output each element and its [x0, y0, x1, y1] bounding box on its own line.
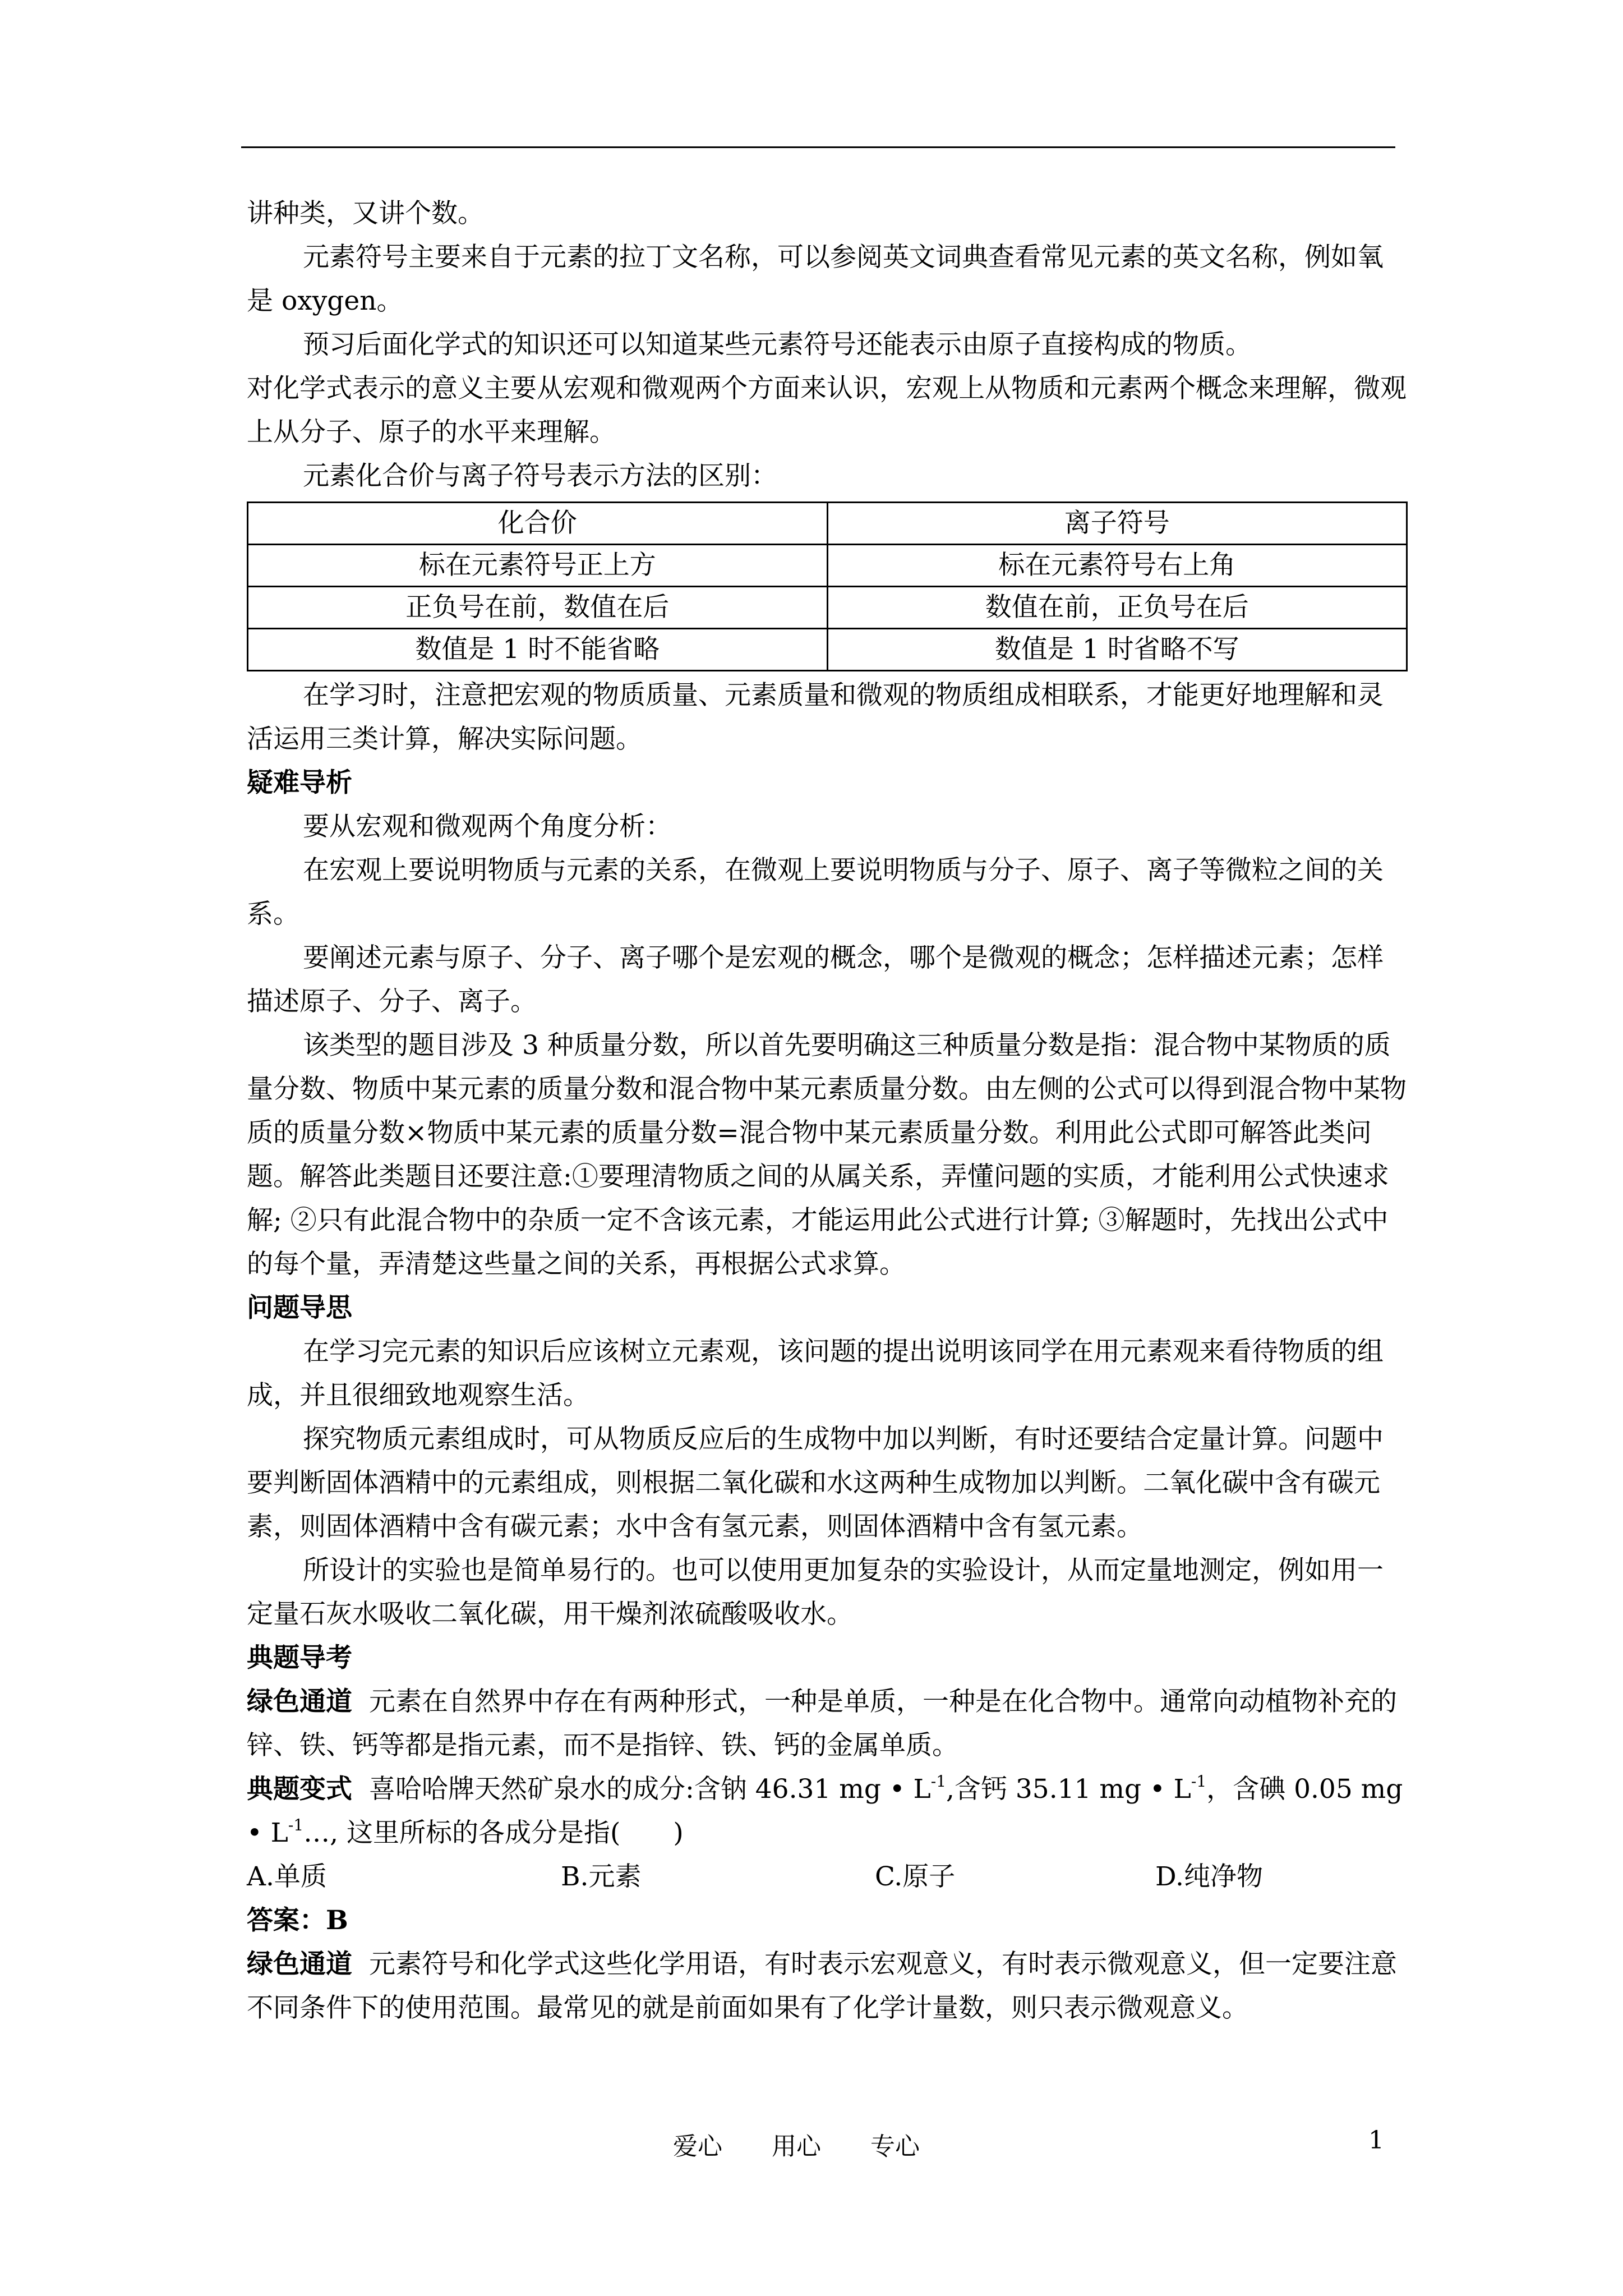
variant-text: …, 这里所标的各成分是指( ): [303, 1818, 684, 1848]
green-channel-label: 绿色通道: [247, 1686, 352, 1717]
option-a: A.单质: [247, 1861, 327, 1892]
green-channel-label: 绿色通道: [247, 1949, 352, 1980]
paragraph: 在宏观上要说明物质与元素的关系，在微观上要说明物质与分子、原子、离子等微粒之间的关系。: [247, 855, 1384, 930]
paragraph: 讲种类，又讲个数。: [247, 198, 484, 229]
table-row: [248, 545, 1407, 587]
section-heading: 问题导思: [247, 1292, 352, 1323]
table-cell: 标在元素符号正上方: [248, 545, 828, 587]
paragraph: 要阐述元素与原子、分子、离子哪个是宏观的概念，哪个是微观的概念；怎样描述元素；怎样描述原子、分子、离子。: [247, 942, 1384, 1017]
table-row: [248, 629, 1407, 671]
paragraph: 元素符号主要来自于元素的拉丁文名称，可以参阅英文词典查看常见元素的英文名称，例如氧是 oxygen。: [247, 242, 1384, 316]
green-channel-text: 元素在自然界中存在有两种形式，一种是单质，一种是在化合物中。通常向动植物补充的锌、铁、钙等都是指元素，而不是指锌、铁、钙的金属单质。: [247, 1686, 1397, 1761]
table-header-cell: 离子符号: [827, 503, 1407, 545]
table-header-cell: 化合价: [248, 503, 828, 545]
superscript: -1: [288, 1816, 304, 1834]
paragraph: 预习后面化学式的知识还可以知道某些元素符号还能表示由原子直接构成的物质。: [303, 329, 1252, 360]
paragraph: 对化学式表示的意义主要从宏观和微观两个方面来认识，宏观上从物质和元素两个概念来理解，微观上从分子、原子的水平来理解。: [247, 373, 1407, 448]
section-heading: 疑难导析: [247, 767, 352, 798]
paragraph: 元素化合价与离子符号表示方法的区别：: [303, 461, 777, 491]
superscript: -1: [930, 1772, 947, 1791]
option-d: D.纯净物: [1155, 1861, 1263, 1892]
answer: 答案：B: [247, 1905, 348, 1936]
paragraph: 在学习时，注意把宏观的物质质量、元素质量和微观的物质组成相联系，才能更好地理解和灵活运用三类计算，解决实际问题。: [247, 680, 1384, 754]
variant-label: 典题变式: [247, 1774, 352, 1805]
superscript: -1: [1191, 1772, 1207, 1791]
comparison-table: [247, 501, 1408, 671]
table-cell: 数值是 1 时不能省略: [248, 629, 828, 671]
paragraph: 要从宏观和微观两个角度分析：: [303, 811, 672, 842]
variant-text: ,含钙 35.11 mg • L: [946, 1774, 1191, 1805]
paragraph: 该类型的题目涉及 3 种质量分数，所以首先要明确这三种质量分数是指：混合物中某物质的质量分数、物质中某元素的质量分数和混合物中某元素质量分数。由左侧的公式可以得到混合物中某物质的质量分数×物质中某元素的质量分数=混合物中某元素质量分数。利用此公式即可解答此类问题。解答此类题目还要注意:①要理清物质之间的从属关系，弄懂问题的实质，才能利用公式快速求解; ②只有此混合物中的杂质一定不含该元素，才能运用此公式进行计算; ③解题时，先找出公式中的每个量，弄清楚这些量之间的关系，再根据公式求算。: [247, 1030, 1407, 1280]
paragraph: 所设计的实验也是简单易行的。也可以使用更加复杂的实验设计，从而定量地测定，例如用一定量石灰水吸收二氧化碳，用干燥剂浓硫酸吸收水。: [247, 1555, 1384, 1630]
green-channel-paragraph: [247, 1943, 1408, 2030]
table-cell: 标在元素符号右上角: [827, 545, 1407, 587]
option-c: C.原子: [875, 1861, 956, 1892]
table-header-row: [248, 503, 1407, 545]
section-heading: 典题导考: [247, 1642, 352, 1673]
page-body: [247, 192, 1408, 2030]
table-row: [248, 587, 1407, 629]
footer-motto: 爱心 用心 专心: [673, 2132, 920, 2161]
header-rule: [241, 146, 1395, 148]
variant-text: 喜哈哈牌天然矿泉水的成分:含钠 46.31 mg • L: [369, 1774, 931, 1805]
paragraph: 在学习完元素的知识后应该树立元素观，该问题的提出说明该同学在用元素观来看待物质的组成，并且很细致地观察生活。: [247, 1336, 1384, 1411]
green-channel-paragraph: [247, 1680, 1408, 1768]
option-b: B.元素: [561, 1861, 642, 1892]
variant-text: ，含碘 0.05 mg • L: [247, 1774, 1403, 1848]
table-cell: 正负号在前，数值在后: [248, 587, 828, 629]
page-number: 1: [1368, 2126, 1384, 2155]
variant-question: [247, 1768, 1408, 1855]
answer-options: [247, 1855, 1408, 1899]
table-cell: 数值在前，正负号在后: [827, 587, 1407, 629]
paragraph: 探究物质元素组成时，可从物质反应后的生成物中加以判断，有时还要结合定量计算。问题中要判断固体酒精中的元素组成，则根据二氧化碳和水这两种生成物加以判断。二氧化碳中含有碳元素，则固体酒精中含有碳元素；水中含有氢元素，则固体酒精中含有氢元素。: [247, 1424, 1384, 1542]
table-cell: 数值是 1 时省略不写: [827, 629, 1407, 671]
green-channel-text: 元素符号和化学式这些化学用语，有时表示宏观意义，有时表示微观意义，但一定要注意不同条件下的使用范围。最常见的就是前面如果有了化学计量数，则只表示微观意义。: [247, 1949, 1397, 2023]
